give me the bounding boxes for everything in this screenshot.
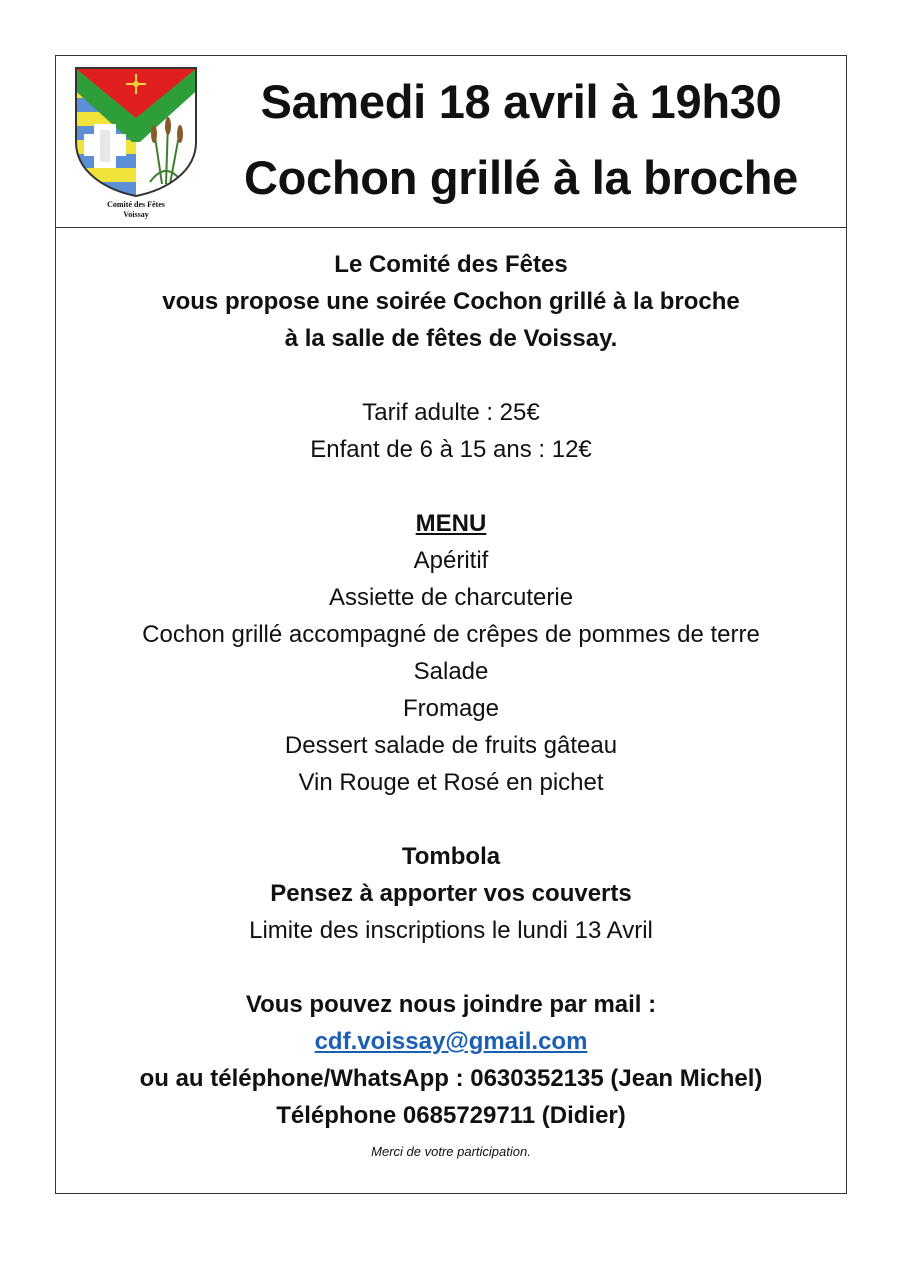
title-date: Samedi 18 avril à 19h30: [260, 75, 782, 128]
cutlery-note: Pensez à apporter vos couverts: [270, 880, 632, 907]
thanks-note: Merci de votre participation.: [371, 1144, 531, 1159]
title-event: Cochon grillé à la broche: [244, 151, 798, 204]
menu-heading: MENU: [415, 510, 487, 537]
header: [56, 56, 846, 228]
menu-item: Vin Rouge et Rosé en pichet: [298, 769, 604, 796]
menu-item: Cochon grillé accompagné de crêpes de pommes de terre: [142, 621, 760, 648]
registration-deadline: Limite des inscriptions le lundi 13 Avril: [249, 917, 653, 944]
logo-caption-line1: Comité des Fêtes: [107, 200, 165, 209]
contact-phone-1: ou au téléphone/WhatsApp : 0630352135 (Jean Michel): [139, 1065, 763, 1092]
flyer-frame: [55, 55, 847, 1194]
menu-item: Fromage: [402, 695, 500, 722]
logo-caption: [70, 200, 202, 220]
price-adult: Tarif adulte : 25€: [362, 399, 540, 426]
logo: [70, 64, 202, 226]
intro-line-3: à la salle de fêtes de Voissay.: [284, 325, 618, 352]
price-child: Enfant de 6 à 15 ans : 12€: [310, 436, 592, 463]
logo-caption-line2: Voissay: [123, 210, 149, 219]
email-link[interactable]: cdf.voissay@gmail.com: [314, 1028, 588, 1055]
menu-item: Dessert salade de fruits gâteau: [284, 732, 618, 759]
contact-mail-intro: Vous pouvez nous joindre par mail :: [245, 991, 657, 1018]
menu-item: Salade: [413, 658, 489, 685]
page-title: [206, 64, 836, 216]
menu-item: Apéritif: [413, 547, 489, 574]
menu-item: Assiette de charcuterie: [328, 584, 574, 611]
intro-line-2: vous propose une soirée Cochon grillé à la broche: [162, 288, 740, 315]
flyer-body: [56, 246, 846, 1162]
contact-phone-2: Téléphone 0685729711 (Didier): [276, 1102, 626, 1129]
intro-line-1: Le Comité des Fêtes: [334, 251, 568, 278]
tombola-label: Tombola: [401, 843, 501, 870]
coat-of-arms-icon: [70, 64, 202, 199]
